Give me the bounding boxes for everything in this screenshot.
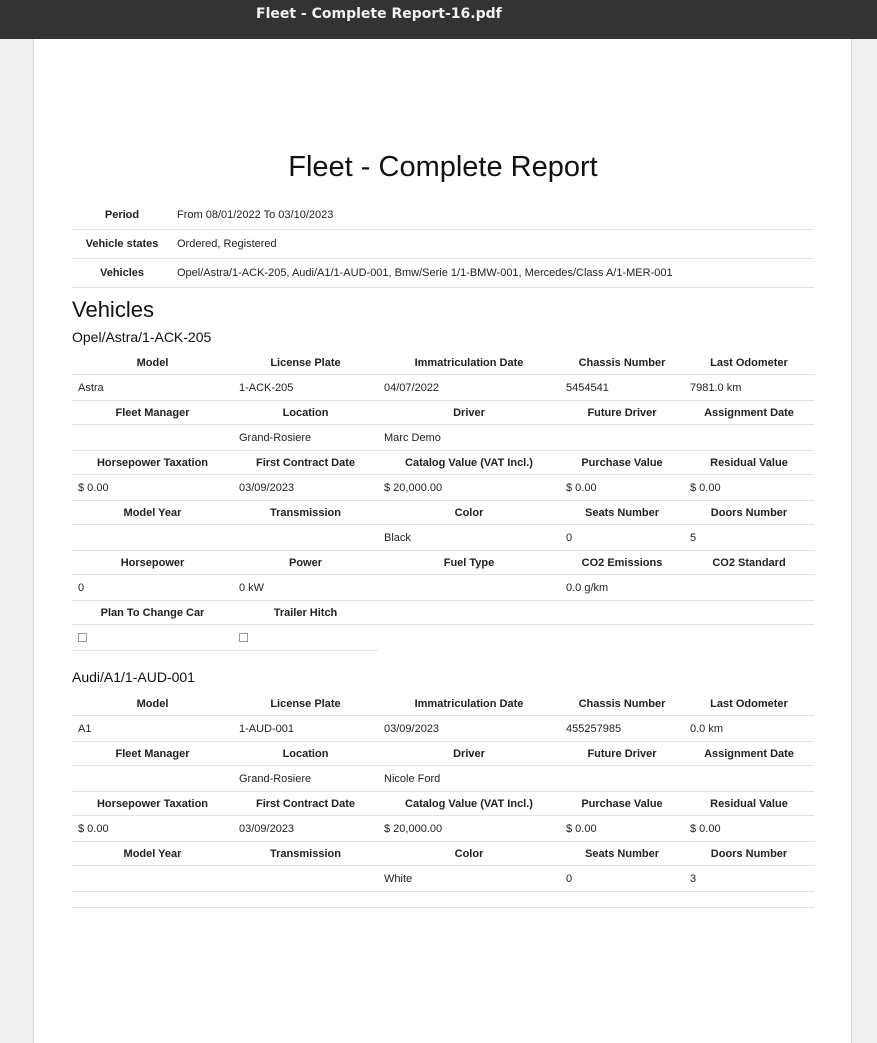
column-header: Catalog Value (VAT Incl.) (378, 451, 560, 475)
report-title: Fleet - Complete Report (288, 151, 598, 183)
column-header: Plan To Change Car (72, 601, 233, 625)
column-header: Color (378, 842, 560, 866)
report-parameters-table (72, 201, 814, 288)
window-title: Fleet - Complete Report-16.pdf (256, 6, 502, 22)
header-row (72, 742, 814, 766)
cell-horsepower-taxation: $ 0.00 (72, 475, 233, 501)
column-header: Assignment Date (684, 742, 814, 766)
header-row (72, 692, 814, 716)
trailer-hitch-checkbox (239, 633, 248, 642)
param-row-period (72, 201, 814, 230)
value-row (72, 866, 814, 892)
column-header: CO2 Standard (684, 551, 814, 575)
column-header: Model Year (72, 501, 233, 525)
vehicle-name: Audi/A1/1-AUD-001 (72, 669, 195, 685)
cell-fuel-type (378, 575, 560, 601)
cell-first-contract-date: 03/09/2023 (233, 816, 378, 842)
cell-future-driver (560, 425, 684, 451)
empty-cell (560, 601, 684, 625)
cell-immatriculation-date: 04/07/2022 (378, 375, 560, 401)
column-header: Seats Number (560, 501, 684, 525)
cell-power: 0 kW (233, 575, 378, 601)
pdf-page (33, 39, 852, 1043)
column-header: Horsepower (72, 551, 233, 575)
column-header: Location (233, 401, 378, 425)
column-header: CO2 Emissions (560, 551, 684, 575)
param-label: Period (72, 201, 172, 230)
cell-fleet-manager (72, 766, 233, 792)
empty-cell (378, 625, 560, 651)
cell-doors-number: 3 (684, 866, 814, 892)
cell-purchase-value: $ 0.00 (560, 816, 684, 842)
column-header: Purchase Value (560, 451, 684, 475)
column-header: Immatriculation Date (378, 351, 560, 375)
section-title-vehicles: Vehicles (72, 297, 154, 322)
param-row-vehicles (72, 259, 814, 288)
cell-model: A1 (72, 716, 233, 742)
cell-seats-number: 0 (560, 866, 684, 892)
cell-color: Black (378, 525, 560, 551)
column-header: Last Odometer (684, 351, 814, 375)
cell-model-year (72, 866, 233, 892)
cell-chassis-number: 5454541 (560, 375, 684, 401)
cell-horsepower: 0 (72, 575, 233, 601)
column-header: Location (233, 742, 378, 766)
cell-doors-number: 5 (684, 525, 814, 551)
column-header: First Contract Date (233, 451, 378, 475)
cell-last-odometer: 7981.0 km (684, 375, 814, 401)
cell-color: White (378, 866, 560, 892)
cell-catalog-value: $ 20,000.00 (378, 816, 560, 842)
cell-catalog-value: $ 20,000.00 (378, 475, 560, 501)
column-header: Fleet Manager (72, 742, 233, 766)
param-row-vehicle-states (72, 230, 814, 259)
column-header: License Plate (233, 351, 378, 375)
cell-first-contract-date: 03/09/2023 (233, 475, 378, 501)
cell-license-plate: 1-ACK-205 (233, 375, 378, 401)
column-header: Purchase Value (560, 792, 684, 816)
column-header: Power (233, 551, 378, 575)
cell-location: Grand-Rosiere (233, 425, 378, 451)
column-header: Seats Number (560, 842, 684, 866)
empty-cell (684, 625, 814, 651)
empty-cell (684, 601, 814, 625)
vehicle-name: Opel/Astra/1-ACK-205 (72, 329, 212, 345)
cell-plan-to-change-car (72, 625, 233, 651)
header-row (72, 792, 814, 816)
column-header: Assignment Date (684, 401, 814, 425)
header-row (72, 842, 814, 866)
cell-horsepower-taxation: $ 0.00 (72, 816, 233, 842)
column-header: First Contract Date (233, 792, 378, 816)
cell-assignment-date (684, 425, 814, 451)
value-row (72, 375, 814, 401)
cell-co2-standard (684, 575, 814, 601)
column-header: Chassis Number (560, 351, 684, 375)
cell-residual-value: $ 0.00 (684, 816, 814, 842)
column-header: Residual Value (684, 451, 814, 475)
column-header: Horsepower Taxation (72, 451, 233, 475)
cell-model-year (72, 525, 233, 551)
cell-last-odometer: 0.0 km (684, 716, 814, 742)
cell-fleet-manager (72, 425, 233, 451)
cell-residual-value: $ 0.00 (684, 475, 814, 501)
column-header: Model (72, 692, 233, 716)
cell-driver: Nicole Ford (378, 766, 560, 792)
header-row (72, 401, 814, 425)
column-header: License Plate (233, 692, 378, 716)
value-row (72, 575, 814, 601)
window-titlebar (0, 0, 877, 39)
column-header: Transmission (233, 842, 378, 866)
plan-to-change-car-checkbox (78, 633, 87, 642)
cell-transmission (233, 525, 378, 551)
column-header: Color (378, 501, 560, 525)
param-label: Vehicles (72, 259, 172, 288)
cell-transmission (233, 866, 378, 892)
param-label: Vehicle states (72, 230, 172, 259)
cell-immatriculation-date: 03/09/2023 (378, 716, 560, 742)
cell-chassis-number: 455257985 (560, 716, 684, 742)
column-header: Fleet Manager (72, 401, 233, 425)
column-header: Future Driver (560, 742, 684, 766)
cell-purchase-value: $ 0.00 (560, 475, 684, 501)
column-header: Residual Value (684, 792, 814, 816)
empty-cell (378, 601, 560, 625)
column-header: Fuel Type (378, 551, 560, 575)
column-header: Driver (378, 742, 560, 766)
param-value: From 08/01/2022 To 03/10/2023 (172, 201, 814, 230)
column-header: Future Driver (560, 401, 684, 425)
cell-license-plate: 1-AUD-001 (233, 716, 378, 742)
column-header: Chassis Number (560, 692, 684, 716)
header-row (72, 501, 814, 525)
header-row (72, 601, 814, 625)
value-row (72, 475, 814, 501)
header-row (72, 551, 814, 575)
column-header: Last Odometer (684, 692, 814, 716)
cell-location: Grand-Rosiere (233, 766, 378, 792)
column-header: Model (72, 351, 233, 375)
value-row (72, 716, 814, 742)
value-row (72, 816, 814, 842)
column-header: Immatriculation Date (378, 692, 560, 716)
cell-co2-emissions: 0.0 g/km (560, 575, 684, 601)
cell-driver: Marc Demo (378, 425, 560, 451)
header-row (72, 451, 814, 475)
value-row (72, 525, 814, 551)
column-header: Trailer Hitch (233, 601, 378, 625)
column-header: Transmission (233, 501, 378, 525)
column-header: Doors Number (684, 501, 814, 525)
value-row (72, 425, 814, 451)
cell-seats-number: 0 (560, 525, 684, 551)
param-value: Ordered, Registered (172, 230, 814, 259)
cell-trailer-hitch (233, 625, 378, 651)
column-header: Horsepower Taxation (72, 792, 233, 816)
cell-assignment-date (684, 766, 814, 792)
vehicle-details-table (72, 692, 814, 892)
param-value: Opel/Astra/1-ACK-205, Audi/A1/1-AUD-001, Bmw/Serie 1/1-BMW-001, Mercedes/Class A/1-MER-001 (172, 259, 814, 288)
vehicle-details-table (72, 351, 814, 651)
column-header: Driver (378, 401, 560, 425)
cell-model: Astra (72, 375, 233, 401)
empty-cell (560, 625, 684, 651)
column-header: Catalog Value (VAT Incl.) (378, 792, 560, 816)
column-header: Doors Number (684, 842, 814, 866)
divider (72, 907, 814, 908)
value-row (72, 625, 814, 651)
header-row (72, 351, 814, 375)
value-row (72, 766, 814, 792)
cell-future-driver (560, 766, 684, 792)
column-header: Model Year (72, 842, 233, 866)
